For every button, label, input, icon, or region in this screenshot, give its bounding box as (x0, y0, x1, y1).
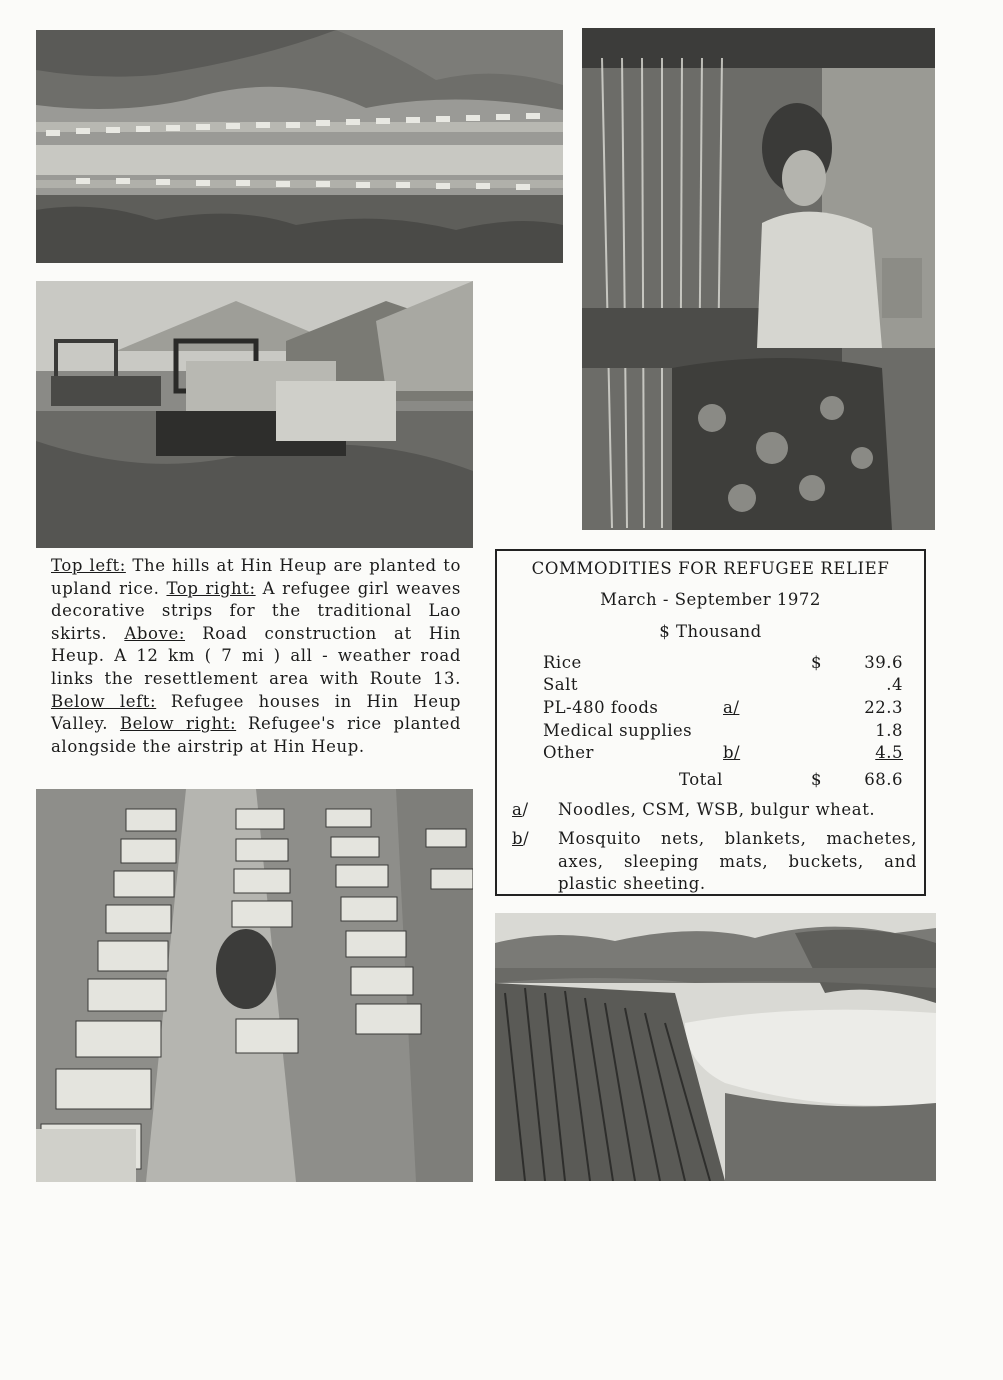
row-value: 22.3 (864, 698, 903, 717)
caption-label-top-right: Top right: (166, 578, 256, 598)
row-label: Other (543, 743, 594, 762)
row-label: Salt (543, 675, 579, 694)
footnote-text: Mosquito nets, blankets, machetes, axes, sleeping mats, buckets, and plastic sheeting. (558, 829, 917, 894)
table-row (543, 698, 903, 720)
commodities-table (495, 549, 926, 896)
caption-text-below-right: Refugee's rice planted alongside the airstrip at Hin Heup. (51, 714, 462, 756)
row-value: 39.6 (864, 653, 903, 672)
total-label: Total (679, 770, 723, 789)
row-note: b/ (723, 743, 741, 762)
table-title: COMMODITIES FOR REFUGEE RELIEF (531, 559, 890, 578)
row-value: 1.8 (875, 721, 903, 740)
caption-label-above: Above: (124, 623, 186, 643)
row-label: Medical supplies (543, 721, 693, 740)
row-currency: $ (811, 653, 822, 672)
footnote-mark: b/ (512, 829, 530, 848)
caption-text-above: Road construction at Hin Heup. A 12 km ( 7 mi ) all - weather road links the resettlement area with Route 13. (51, 623, 461, 688)
photo-rice-airstrip (495, 913, 936, 1181)
table-subtitle: March - September 1972 (600, 590, 821, 609)
total-value: 68.6 (864, 770, 903, 789)
footnote-mark: a/ (512, 800, 529, 819)
table-unit: $ Thousand (659, 622, 762, 641)
photo-caption (51, 555, 461, 758)
footnote-text: Noodles, CSM, WSB, bulgur wheat. (558, 800, 876, 819)
caption-label-below-right: Below right: (119, 714, 237, 734)
table-row (543, 743, 903, 765)
caption-text-below-left: Refugee houses in Hin Heup Valley. (51, 691, 461, 734)
table-row (543, 721, 903, 743)
row-note: a/ (723, 698, 740, 717)
table-row (543, 653, 903, 675)
row-label: PL-480 foods (543, 698, 659, 717)
caption-text-top-left: The hills at Hin Heup are planted to upland rice. (51, 556, 461, 598)
photo-girl-weaving (582, 28, 935, 530)
total-currency: $ (811, 770, 822, 789)
row-value: .4 (886, 675, 903, 694)
footnote-b (512, 828, 917, 896)
photo-road-construction (36, 281, 473, 548)
caption-label-below-left: Below left: (51, 691, 157, 711)
row-label: Rice (543, 653, 582, 672)
footnote-a (512, 799, 917, 822)
photo-hills-hin-heup (36, 30, 563, 263)
photo-refugee-houses (36, 789, 473, 1182)
table-row (543, 675, 903, 697)
caption-text-top-right: A refugee girl weaves decorative strips for the traditional Lao skirts. (51, 578, 461, 643)
table-total-row (543, 770, 903, 792)
caption-label-top-left: Top left: (51, 556, 126, 575)
row-value: 4.5 (875, 743, 903, 762)
